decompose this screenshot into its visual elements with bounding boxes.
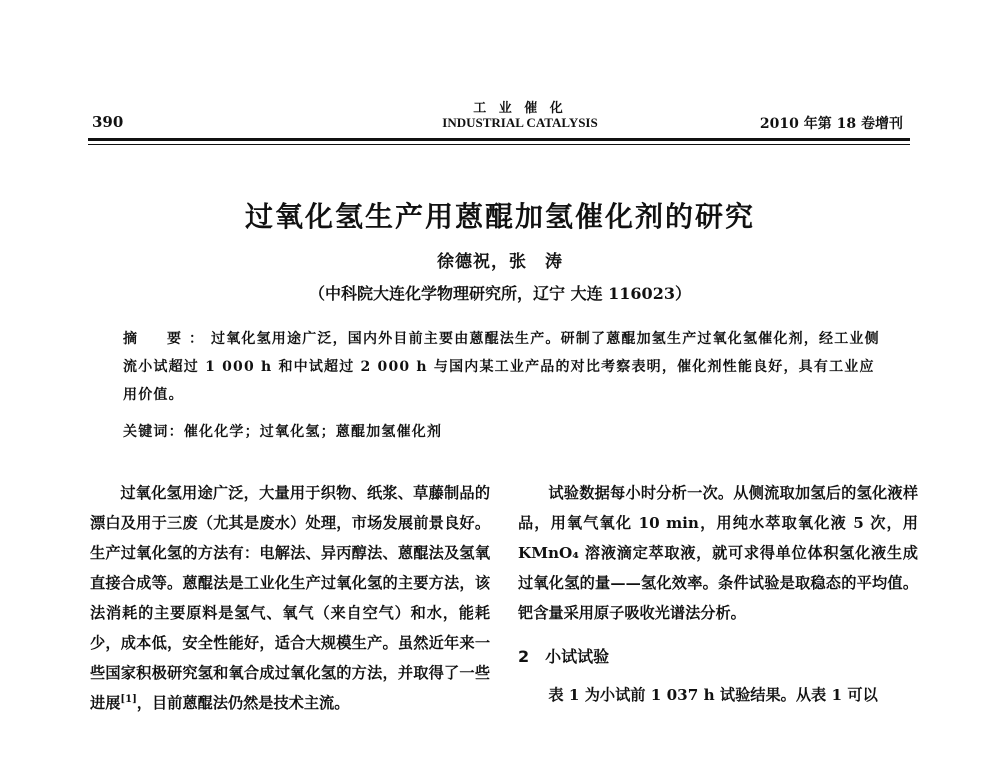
method-paragraph: 试验数据每小时分析一次。从侧流取加氢后的氢化液样品，用氧气氧化 10 min，用纯水萃取氧化液 5 次，用 KMnO₄ 溶液滴定萃取液，就可求得单位体积氢化液生成过氧化氢的量——氢化效率。条件试验是取稳态的平均值。钯含量采用原子吸收光谱法分析。 xyxy=(518,484,918,622)
section-heading: 2 小试试验 xyxy=(518,647,610,666)
left-column xyxy=(90,478,490,718)
paper-title: 过氧化氢生产用蒽醌加氢催化剂的研究 xyxy=(244,200,755,233)
authors: 徐德祝，张 涛 xyxy=(437,252,563,272)
page-number: 390 xyxy=(92,113,124,131)
abstract xyxy=(123,325,885,409)
right-column xyxy=(518,478,918,710)
abstract-text: 过氧化氢用途广泛，国内外目前主要由蒽醌法生产。研制了蒽醌加氢生产过氧化氢催化剂，经工业侧流小试超过 1 000 h 和中试超过 2 000 h 与国内某工业产品的对比考察表明，催化剂性能良好，具有工业应用价值。 xyxy=(123,331,880,403)
header-rule-thin xyxy=(88,144,910,145)
issue-info: 2010 年第 18 卷增刊 xyxy=(759,116,903,132)
intro-text: 过氧化氢用途广泛，大量用于织物、纸浆、草藤制品的漂白及用于三废（尤其是废水）处理，市场发展前景良好。生产过氧化氢的方法有：电解法、异丙醇法、蒽醌法及氢氧直接合成等。蒽醌法是工业化生产过氧化氢的主要方法，该法消耗的主要原料是氢气、氧气（来自空气）和水，能耗少，成本低，安全性能好，适合大规模生产。虽然近年来一些国家积极研究氢和氧合成过氧化氢的方法，并取得了一些进展 xyxy=(90,484,490,712)
header-rule-thick xyxy=(88,138,910,141)
journal-title-en: INDUSTRIAL CATALYSIS xyxy=(442,115,598,130)
section-paragraph: 表 1 为小试前 1 037 h 试验结果。从表 1 可以 xyxy=(548,686,878,704)
journal-title-cn: 工 业 催 化 xyxy=(473,101,567,116)
intro-text-end: ，目前蒽醌法仍然是技术主流。 xyxy=(136,694,350,712)
keywords-label: 关键词： xyxy=(123,424,184,440)
keywords xyxy=(123,421,885,441)
reference-citation[interactable]: [1] xyxy=(120,693,137,705)
keywords-text: 催化化学；过氧化氢；蒽醌加氢催化剂 xyxy=(183,424,443,440)
intro-paragraph xyxy=(90,478,490,718)
abstract-label: 摘 要： xyxy=(123,331,211,347)
affiliation: （中科院大连化学物理研究所，辽宁 大连 116023） xyxy=(309,284,691,303)
